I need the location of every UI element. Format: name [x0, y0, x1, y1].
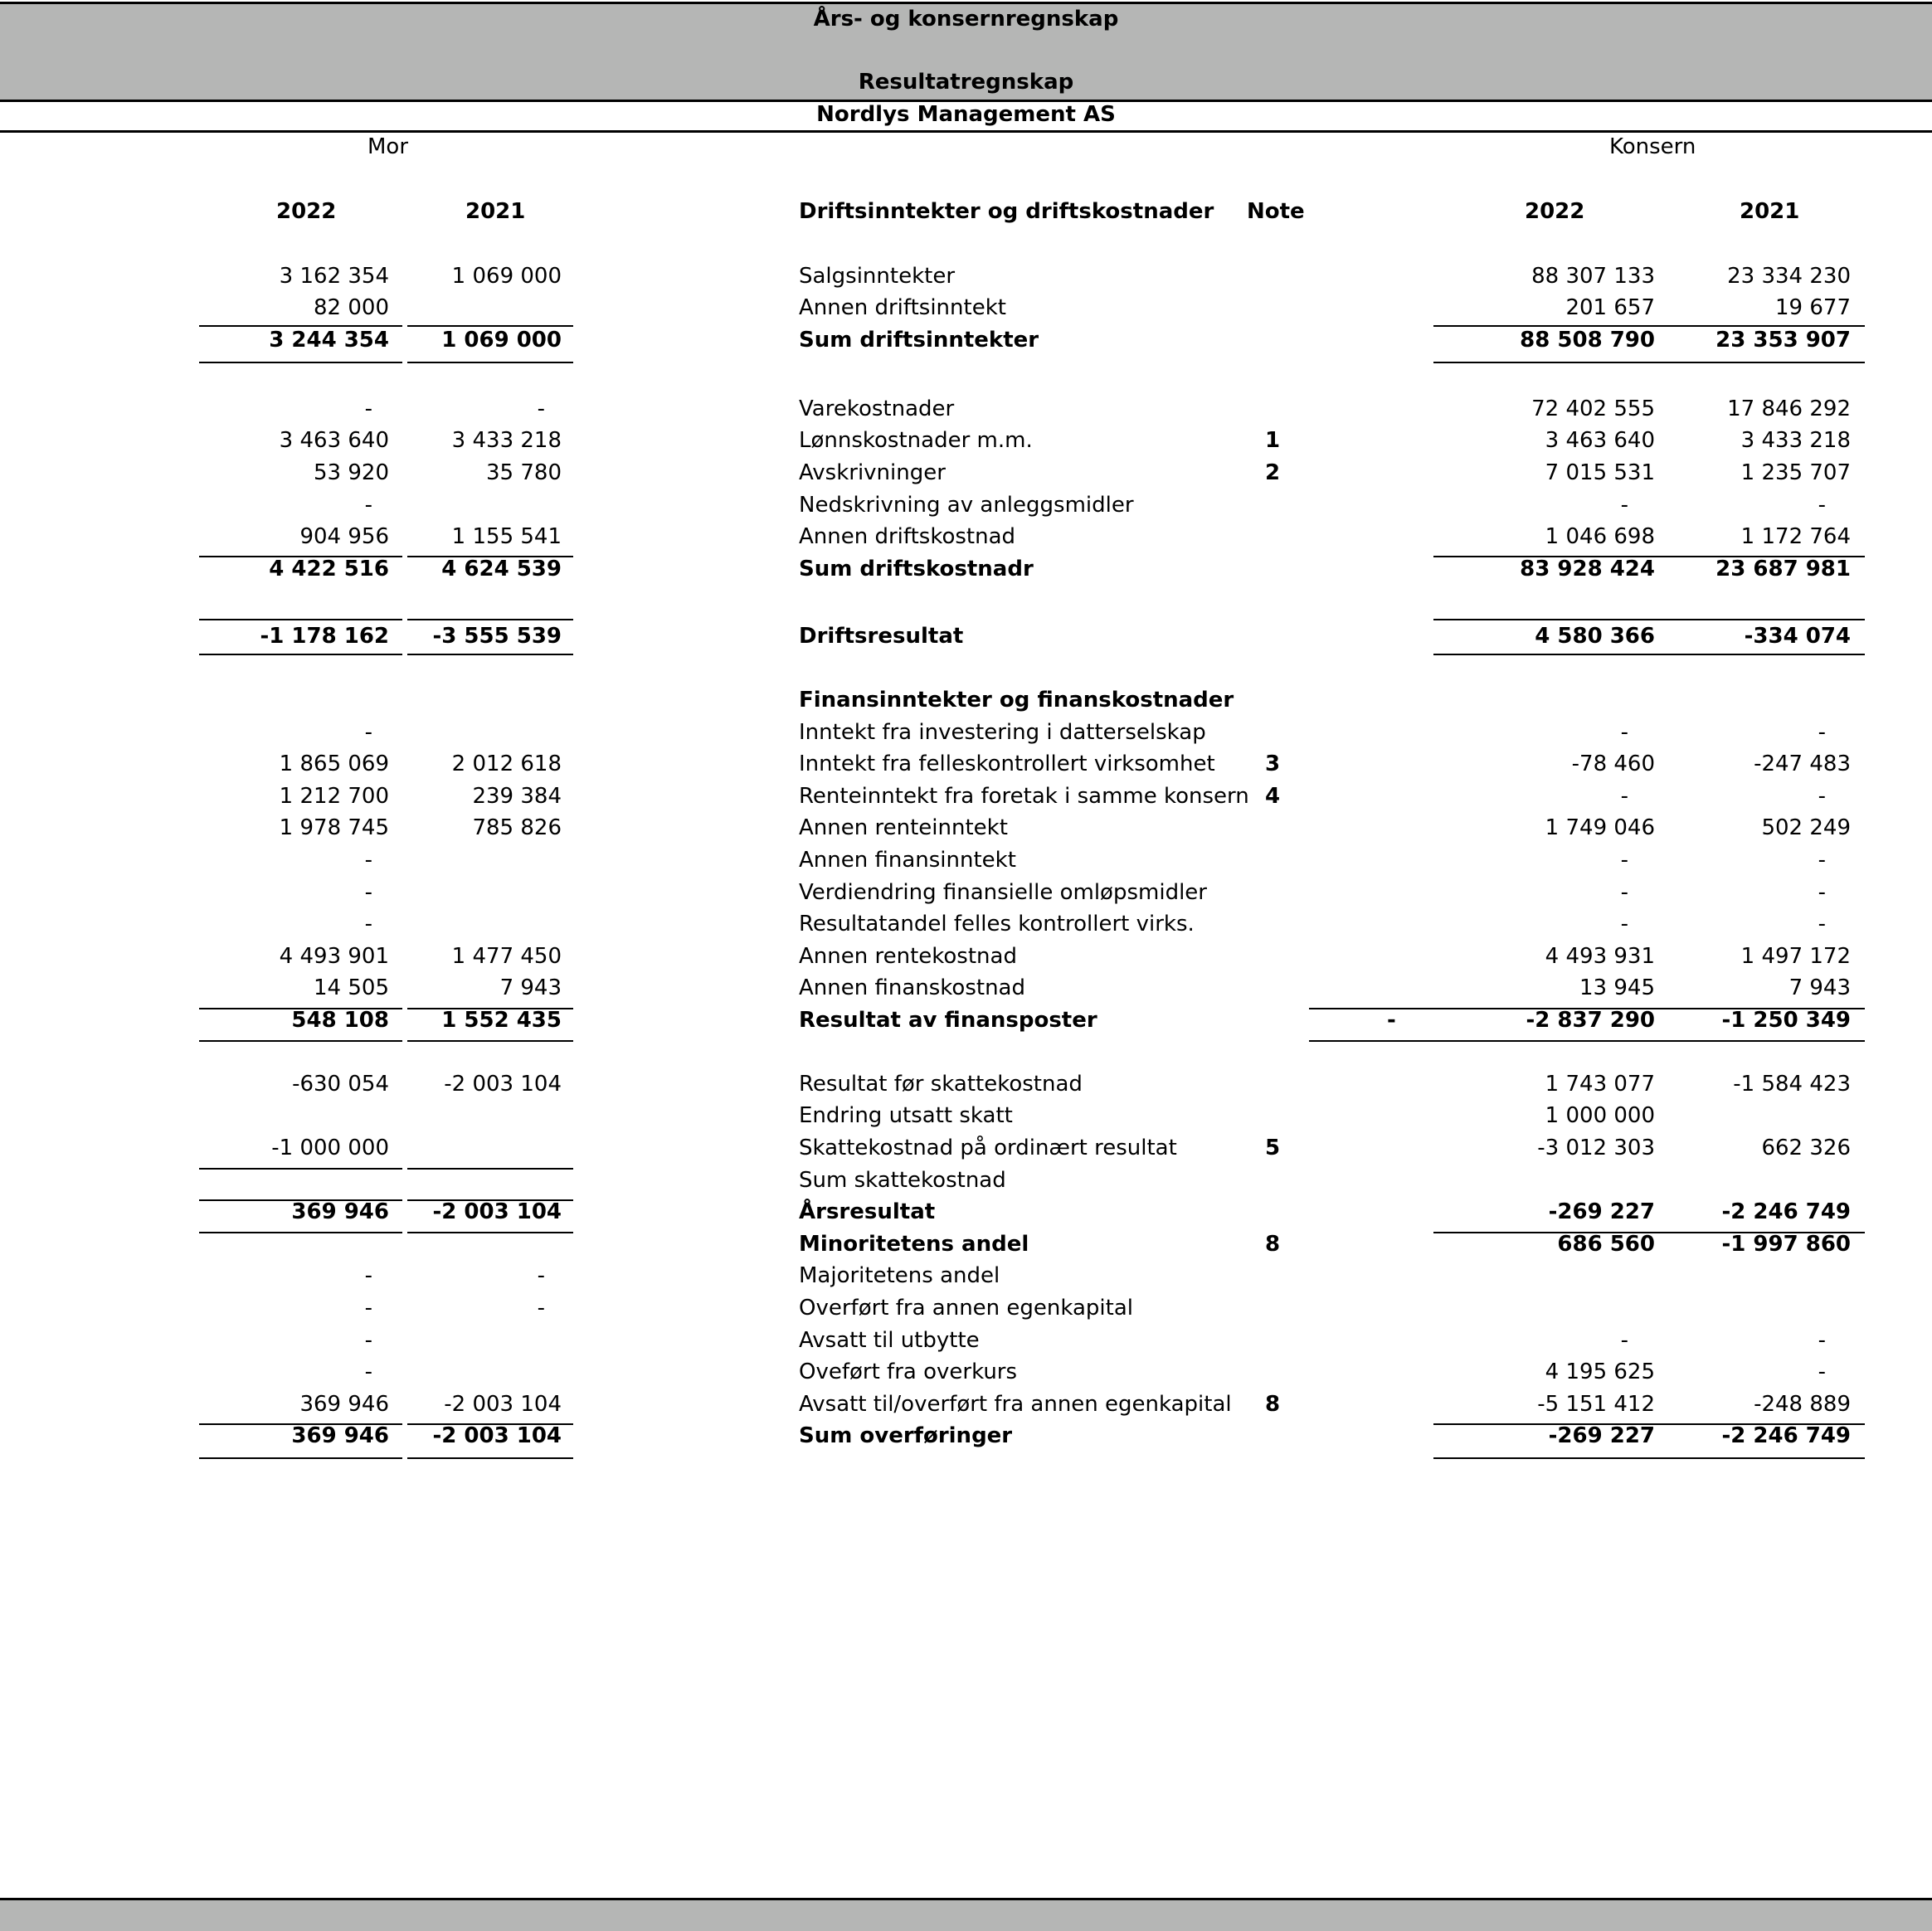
konsern-2021-value: -: [1818, 1328, 1826, 1353]
mor-2022-value: -: [364, 880, 372, 905]
line-item-label: Endring utsatt skatt: [799, 1103, 1013, 1128]
rule-line: [407, 362, 573, 363]
konsern-2021-header: 2021: [1740, 199, 1800, 224]
rule-line: [407, 619, 573, 620]
mor-2021-value: 239 384: [472, 784, 562, 809]
konsern-2022-value: 83 928 424: [1520, 557, 1655, 581]
line-item-label: Minoritetens andel: [799, 1232, 1029, 1257]
rule-line: [407, 654, 573, 655]
konsern-2022-value: 686 560: [1557, 1232, 1655, 1257]
rule-line: [199, 654, 402, 655]
mor-2022-value: 3 463 640: [279, 428, 389, 453]
mor-2022-value: 14 505: [314, 975, 389, 1000]
report-title: Års- og konsernregnskap: [813, 7, 1119, 32]
konsern-2022-value: -: [1620, 848, 1628, 873]
rule-line: [407, 1168, 573, 1170]
konsern-2022-value: 88 307 133: [1531, 264, 1655, 289]
mor-2022-value: -630 054: [292, 1072, 389, 1097]
mor-2021-value: 1 069 000: [441, 328, 562, 353]
mor-2022-value: -1 178 162: [260, 624, 389, 649]
konsern-2022-value: -2 837 290: [1526, 1008, 1655, 1033]
konsern-2022-value: -: [1620, 784, 1628, 809]
mor-2021-value: -: [537, 1263, 545, 1288]
konsern-2021-value: -1 250 349: [1721, 1008, 1851, 1033]
konsern-2021-value: 23 687 981: [1715, 557, 1851, 581]
konsern-2022-value: -: [1620, 912, 1628, 936]
mor-2022-value: 369 946: [299, 1392, 389, 1417]
konsern-2021-value: -2 246 749: [1721, 1199, 1851, 1224]
note-ref: 8: [1264, 1232, 1281, 1257]
mor-2022-value: -: [364, 1359, 372, 1384]
konsern-2021-value: 662 326: [1761, 1136, 1851, 1160]
rule-line: [199, 1168, 402, 1170]
line-item-label: Lønnskostnader m.m.: [799, 428, 1033, 453]
mor-2021-value: -2 003 104: [432, 1199, 562, 1224]
rule-line: [1433, 1232, 1865, 1233]
konsern-2021-value: -: [1818, 784, 1826, 809]
konsern-2021-value: -: [1818, 848, 1826, 873]
line-item-label: Annen finansinntekt: [799, 848, 1016, 873]
konsern-2022-value: -: [1620, 720, 1628, 745]
konsern-2021-value: 1 235 707: [1740, 460, 1851, 485]
konsern-2022-value: -269 227: [1548, 1423, 1655, 1448]
line-item-label: Sum driftskostnadr: [799, 557, 1034, 581]
line-item-label: Nedskrivning av anleggsmidler: [799, 493, 1134, 518]
mor-2021-value: 35 780: [486, 460, 562, 485]
konsern-2021-value: -: [1818, 880, 1826, 905]
rule-line: [1309, 1008, 1865, 1009]
konsern-2021-value: 3 433 218: [1740, 428, 1851, 453]
konsern-2021-value: -: [1818, 912, 1826, 936]
konsern-2021-value: 19 677: [1775, 295, 1851, 320]
line-item-label: Sum overføringer: [799, 1423, 1013, 1448]
mor-2021-header: 2021: [465, 199, 526, 224]
rule-line: [199, 1040, 402, 1042]
mor-2022-value: 82 000: [314, 295, 389, 320]
line-item-label: Avskrivninger: [799, 460, 946, 485]
konsern-2022-header: 2022: [1525, 199, 1585, 224]
line-item-label: Annen driftsinntekt: [799, 295, 1006, 320]
mor-2022-value: 3 162 354: [279, 264, 389, 289]
konsern-2022-value: 1 046 698: [1545, 524, 1655, 549]
line-item-label: Annen renteinntekt: [799, 815, 1008, 840]
mor-2022-value: 4 422 516: [269, 557, 389, 581]
note-ref: 3: [1264, 751, 1281, 776]
line-item-label: Driftsresultat: [799, 624, 964, 649]
mor-2021-value: -2 003 104: [432, 1423, 562, 1448]
note-ref: 5: [1264, 1136, 1281, 1160]
konsern-2021-value: 1 172 764: [1740, 524, 1851, 549]
line-item-label: Inntekt fra felleskontrollert virksomhet: [799, 751, 1215, 776]
line-item-label: Skattekostnad på ordinært resultat: [799, 1136, 1177, 1160]
rule-line: [1433, 1423, 1865, 1425]
mor-2022-header: 2022: [276, 199, 337, 224]
mor-2022-value: 53 920: [314, 460, 389, 485]
konsern-2021-value: 7 943: [1788, 975, 1851, 1000]
konsern-2021-value: -334 074: [1744, 624, 1851, 649]
konsern-2022-value: -5 151 412: [1537, 1392, 1655, 1417]
mor-2022-value: 3 244 354: [269, 328, 389, 353]
rule-line: [407, 1199, 573, 1201]
note-ref: 4: [1264, 784, 1281, 809]
mor-2022-value: -: [364, 396, 372, 421]
konsern-2022-value: -: [1620, 880, 1628, 905]
mor-2022-value: -: [364, 1328, 372, 1353]
rule-line: [1433, 362, 1865, 363]
rule-line: [199, 325, 402, 327]
mor-2021-value: 3 433 218: [451, 428, 562, 453]
konsern-2022-value: -: [1620, 493, 1628, 518]
line-item-label: Resultatandel felles kontrollert virks.: [799, 912, 1195, 936]
rule-line: [199, 362, 402, 363]
konsern-2022-value: -78 460: [1571, 751, 1655, 776]
rule-line: [1433, 325, 1865, 327]
line-item-label: Varekostnader: [799, 396, 955, 421]
mor-2022-value: 548 108: [291, 1008, 389, 1033]
rule-line: [1433, 1457, 1865, 1459]
line-item-label: Avsatt til utbytte: [799, 1328, 980, 1353]
konsern-2022-value: -269 227: [1548, 1199, 1655, 1224]
line-item-label: Inntekt fra investering i datterselskap: [799, 720, 1206, 745]
konsern-2022-value: 4 493 931: [1545, 944, 1655, 969]
mor-2022-value: -: [364, 1296, 372, 1321]
rule-line: [199, 1199, 402, 1201]
footer-band: [0, 1898, 1932, 1931]
mor-2021-value: 2 012 618: [451, 751, 562, 776]
konsern-2022-value: 4 195 625: [1545, 1359, 1655, 1384]
rule-line: [199, 1008, 402, 1009]
company-underline: [0, 130, 1932, 133]
rule-line: [407, 1008, 573, 1009]
mor-2021-value: 4 624 539: [441, 557, 562, 581]
extra-dash: -: [1387, 1008, 1396, 1033]
mor-2021-value: 1 552 435: [441, 1008, 562, 1033]
line-item-label: Sum driftsinntekter: [799, 328, 1039, 353]
mor-2022-value: 369 946: [291, 1199, 389, 1224]
line-item-label: Finansinntekter og finanskostnader: [799, 688, 1234, 713]
rule-line: [199, 1457, 402, 1459]
konsern-2022-value: 4 580 366: [1535, 624, 1655, 649]
konsern-2022-value: -: [1620, 1328, 1628, 1353]
line-item-label: Verdiendring finansielle omløpsmidler: [799, 880, 1207, 905]
line-item-label: Annen driftskostnad: [799, 524, 1016, 549]
rule-line: [199, 1232, 402, 1233]
mor-2021-value: 785 826: [472, 815, 562, 840]
mor-group-label: Mor: [367, 134, 409, 159]
section-heading: Driftsinntekter og driftskostnader: [799, 199, 1214, 224]
konsern-2022-value: 1 743 077: [1545, 1072, 1655, 1097]
rule-line: [407, 1232, 573, 1233]
note-header: Note: [1247, 199, 1305, 224]
konsern-2022-value: 1 000 000: [1545, 1103, 1655, 1128]
note-ref: 1: [1264, 428, 1281, 453]
line-item-label: Avsatt til/overført fra annen egenkapital: [799, 1392, 1232, 1417]
mor-2021-value: 1 155 541: [451, 524, 562, 549]
mor-2022-value: -: [364, 493, 372, 518]
line-item-label: Resultat av finansposter: [799, 1008, 1097, 1033]
line-item-label: Majoritetens andel: [799, 1263, 1000, 1288]
mor-2022-value: 904 956: [299, 524, 389, 549]
mor-2022-value: 369 946: [291, 1423, 389, 1448]
konsern-2021-value: 23 334 230: [1727, 264, 1851, 289]
mor-2021-value: -: [537, 1296, 545, 1321]
konsern-2021-value: -2 246 749: [1721, 1423, 1851, 1448]
line-item-label: Sum skattekostnad: [799, 1168, 1006, 1193]
rule-line: [1433, 654, 1865, 655]
konsern-2022-value: -3 012 303: [1537, 1136, 1655, 1160]
rule-line: [407, 556, 573, 557]
mor-2022-value: 1 212 700: [279, 784, 389, 809]
rule-line: [407, 1423, 573, 1425]
line-item-label: Renteinntekt fra foretak i samme konsern: [799, 784, 1249, 809]
rule-line: [199, 556, 402, 557]
report-subtitle: Resultatregnskap: [858, 70, 1074, 95]
line-item-label: Annen finanskostnad: [799, 975, 1025, 1000]
mor-2021-value: 1 069 000: [451, 264, 562, 289]
konsern-2022-value: 7 015 531: [1545, 460, 1655, 485]
line-item-label: Årsresultat: [799, 1199, 936, 1224]
rule-line: [407, 1457, 573, 1459]
rule-line: [407, 1040, 573, 1042]
konsern-2022-value: 88 508 790: [1520, 328, 1655, 353]
konsern-2022-value: 201 657: [1565, 295, 1655, 320]
line-item-label: Resultat før skattekostnad: [799, 1072, 1083, 1097]
konsern-2021-value: -1 997 860: [1721, 1232, 1851, 1257]
mor-2022-value: -: [364, 848, 372, 873]
rule-line: [1433, 619, 1865, 620]
rule-line: [199, 1423, 402, 1425]
note-ref: 8: [1264, 1392, 1281, 1417]
konsern-group-label: Konsern: [1609, 134, 1696, 159]
line-item-label: Salgsinntekter: [799, 264, 956, 289]
mor-2021-value: 1 477 450: [451, 944, 562, 969]
mor-2022-value: -: [364, 720, 372, 745]
rule-line: [407, 325, 573, 327]
mor-2022-value: 1 865 069: [279, 751, 389, 776]
konsern-2021-value: 1 497 172: [1740, 944, 1851, 969]
konsern-2022-value: 3 463 640: [1545, 428, 1655, 453]
konsern-2022-value: 13 945: [1579, 975, 1655, 1000]
mor-2021-value: -2 003 104: [444, 1392, 562, 1417]
note-ref: 2: [1264, 460, 1281, 485]
konsern-2021-value: -247 483: [1754, 751, 1851, 776]
line-item-label: Oveført fra overkurs: [799, 1359, 1018, 1384]
konsern-2021-value: -: [1818, 493, 1826, 518]
konsern-2021-value: 17 846 292: [1727, 396, 1851, 421]
mor-2022-value: 1 978 745: [279, 815, 389, 840]
mor-2021-value: 7 943: [499, 975, 562, 1000]
rule-line: [1309, 1040, 1865, 1042]
mor-2022-value: -1 000 000: [271, 1136, 389, 1160]
rule-line: [1433, 556, 1865, 557]
konsern-2021-value: 23 353 907: [1715, 328, 1851, 353]
konsern-2021-value: -248 889: [1754, 1392, 1851, 1417]
mor-2022-value: 4 493 901: [279, 944, 389, 969]
mor-2021-value: -: [537, 396, 545, 421]
konsern-2021-value: -1 584 423: [1733, 1072, 1851, 1097]
konsern-2022-value: 1 749 046: [1545, 815, 1655, 840]
mor-2021-value: -2 003 104: [444, 1072, 562, 1097]
line-item-label: Annen rentekostnad: [799, 944, 1017, 969]
mor-2022-value: -: [364, 912, 372, 936]
konsern-2021-value: -: [1818, 720, 1826, 745]
konsern-2021-value: -: [1818, 1359, 1826, 1384]
rule-line: [199, 619, 402, 620]
company-name: Nordlys Management AS: [816, 102, 1116, 127]
mor-2021-value: -3 555 539: [432, 624, 562, 649]
mor-2022-value: -: [364, 1263, 372, 1288]
line-item-label: Overført fra annen egenkapital: [799, 1296, 1133, 1321]
konsern-2021-value: 502 249: [1761, 815, 1851, 840]
konsern-2022-value: 72 402 555: [1531, 396, 1655, 421]
